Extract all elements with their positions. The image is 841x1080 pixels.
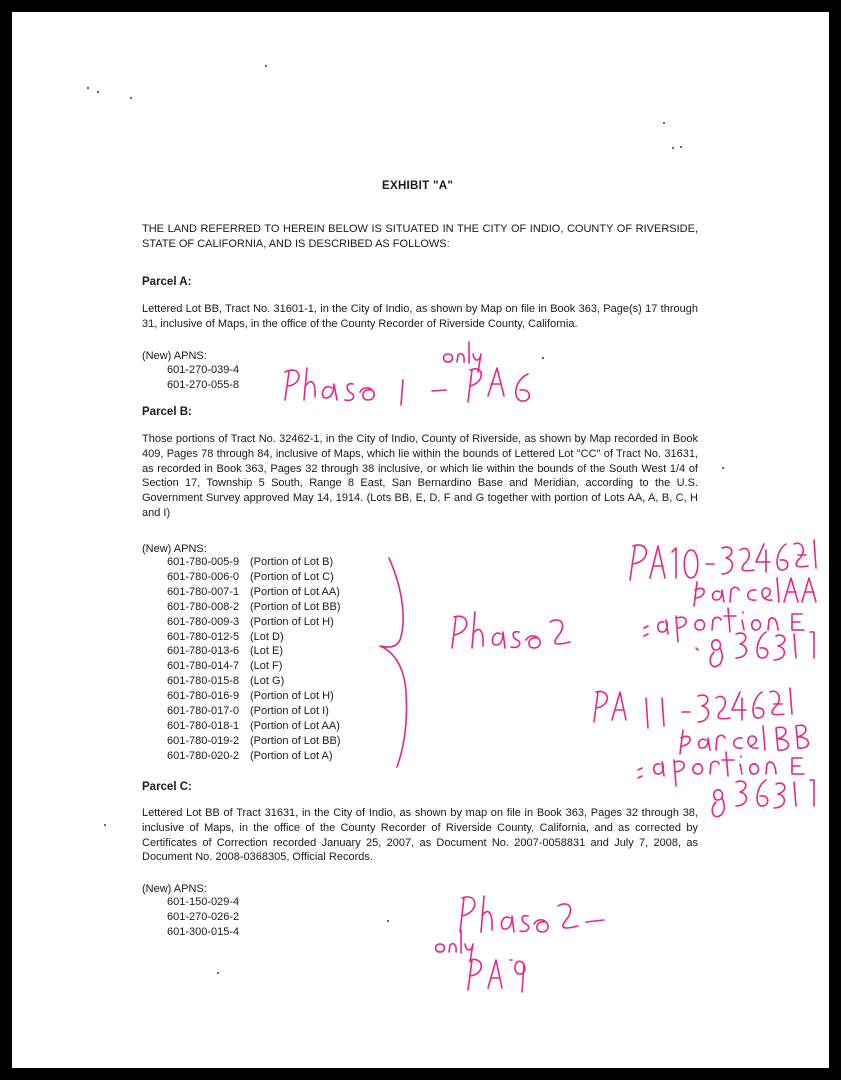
handwriting-phase2-only-pa9: [436, 896, 605, 992]
parcel-a-heading: Parcel A:: [142, 276, 192, 288]
handwritten-annotations: [12, 12, 829, 1068]
apn-item: 601-150-029-4: [167, 896, 240, 908]
apn-number: 601-780-017-0: [167, 705, 240, 718]
apn-number: 601-780-012-5: [167, 630, 240, 643]
apn-description: (Portion of Lot H): [250, 615, 334, 628]
apn-item: 601-270-055-8: [167, 378, 240, 391]
apn-description: (Portion of Lot H): [250, 690, 334, 703]
apn-number: 601-780-007-1: [167, 585, 240, 598]
intro-paragraph: THE LAND REFERRED TO HEREIN BELOW IS SITUATED IN THE CITY OF INDIO, COUNTY OF RIVERSIDE, STATE OF CALIFORNIA, AND IS DESCRIBED AS FOLLOWS:: [142, 223, 698, 250]
apn-number: 601-780-018-1: [167, 719, 240, 732]
parcel-c-text: Lettered Lot BB of Tract 31631, in the City of Indio, as shown by map on file in Book 363, Pages 32 through 38, inclusive of Maps, in the office of the County Recorder of Riverside County, California, and as corrected by Certificates of Correction recorded January 25, 2007, as Document No. 2007-0058831 and July 7, 2008, as Document No. 2008-0368305, Official Records.: [142, 807, 698, 864]
apn-number: 601-780-005-9: [167, 556, 240, 568]
apn-description: (Portion of Lot A): [250, 749, 333, 762]
document-page: [12, 12, 829, 1068]
apn-number: 601-780-008-2: [167, 600, 240, 613]
apn-description: (Portion of Lot AA): [250, 719, 340, 732]
apn-description: (Portion of Lot B): [250, 556, 334, 568]
apn-description: (Lot D): [250, 630, 284, 643]
handwriting-only-1: [444, 342, 482, 372]
apn-description: (Portion of Lot C): [250, 570, 334, 583]
parcel-a-apns-label: (New) APNS:: [142, 350, 207, 362]
handwriting-pa11-note: [594, 688, 814, 817]
exhibit-title: EXHIBIT "A": [382, 180, 454, 192]
apn-description: (Portion of Lot AA): [250, 585, 340, 598]
handwriting-phase2-bracket: [380, 558, 570, 767]
apn-number: 601-780-006-0: [167, 570, 240, 583]
apn-number: 601-780-013-6: [167, 645, 240, 658]
parcel-b-apns-label: (New) APNS:: [142, 543, 207, 555]
apn-number: 601-780-019-2: [167, 734, 240, 747]
parcel-c-heading: Parcel C:: [142, 781, 192, 793]
apn-item: 601-270-026-2: [167, 910, 240, 923]
handwriting-phase1-pa6: [285, 368, 529, 405]
parcel-a-text: Lettered Lot BB, Tract No. 31601-1, in the City of Indio, as shown by Map on file in Book 363, Page(s) 17 through 31, inclusive of Maps, in the office of the County Recorder of Riverside County, California.: [142, 303, 698, 330]
apn-description: (Portion of Lot I): [250, 705, 329, 718]
apn-number: 601-780-015-8: [167, 675, 240, 688]
handwriting-pa10-note: [630, 540, 816, 667]
apn-description: (Portion of Lot BB): [250, 734, 341, 747]
apn-description: (Lot G): [250, 675, 285, 688]
apn-description: (Lot E): [250, 645, 284, 658]
apn-description: (Portion of Lot BB): [250, 600, 341, 613]
parcel-b-text: Those portions of Tract No. 32462-1, in the City of Indio, County of Riverside, as shown by Map recorded in Book 409, Pages 78 through 84, inclusive of Maps, which lie within the bounds of Lettered Lot "CC" of Tract No. 31631, as recorded in Book 363, Pages 32 through 38 inclusive, or which lie within the bounds of the South West 1/4 of Section 17, Township 5 South, Range 8 East, San Bernardino Base and Meridian, according to the U.S. Government Survey approved May 14, 1914. (Lots BB, E, D, F and G together with portion of Lots AA, A, B, C, H and I): [142, 433, 698, 519]
apn-item: 601-270-039-4: [167, 364, 240, 376]
apn-number: 601-780-009-3: [167, 615, 240, 628]
parcel-b-heading: Parcel B:: [142, 406, 192, 418]
apn-number: 601-780-016-9: [167, 690, 240, 703]
parcel-c-apns-label: (New) APNS:: [142, 883, 207, 895]
apn-number: 601-780-014-7: [167, 660, 240, 673]
apn-item: 601-300-015-4: [167, 925, 240, 938]
apn-number: 601-780-020-2: [167, 749, 240, 762]
apn-description: (Lot F): [250, 660, 283, 673]
